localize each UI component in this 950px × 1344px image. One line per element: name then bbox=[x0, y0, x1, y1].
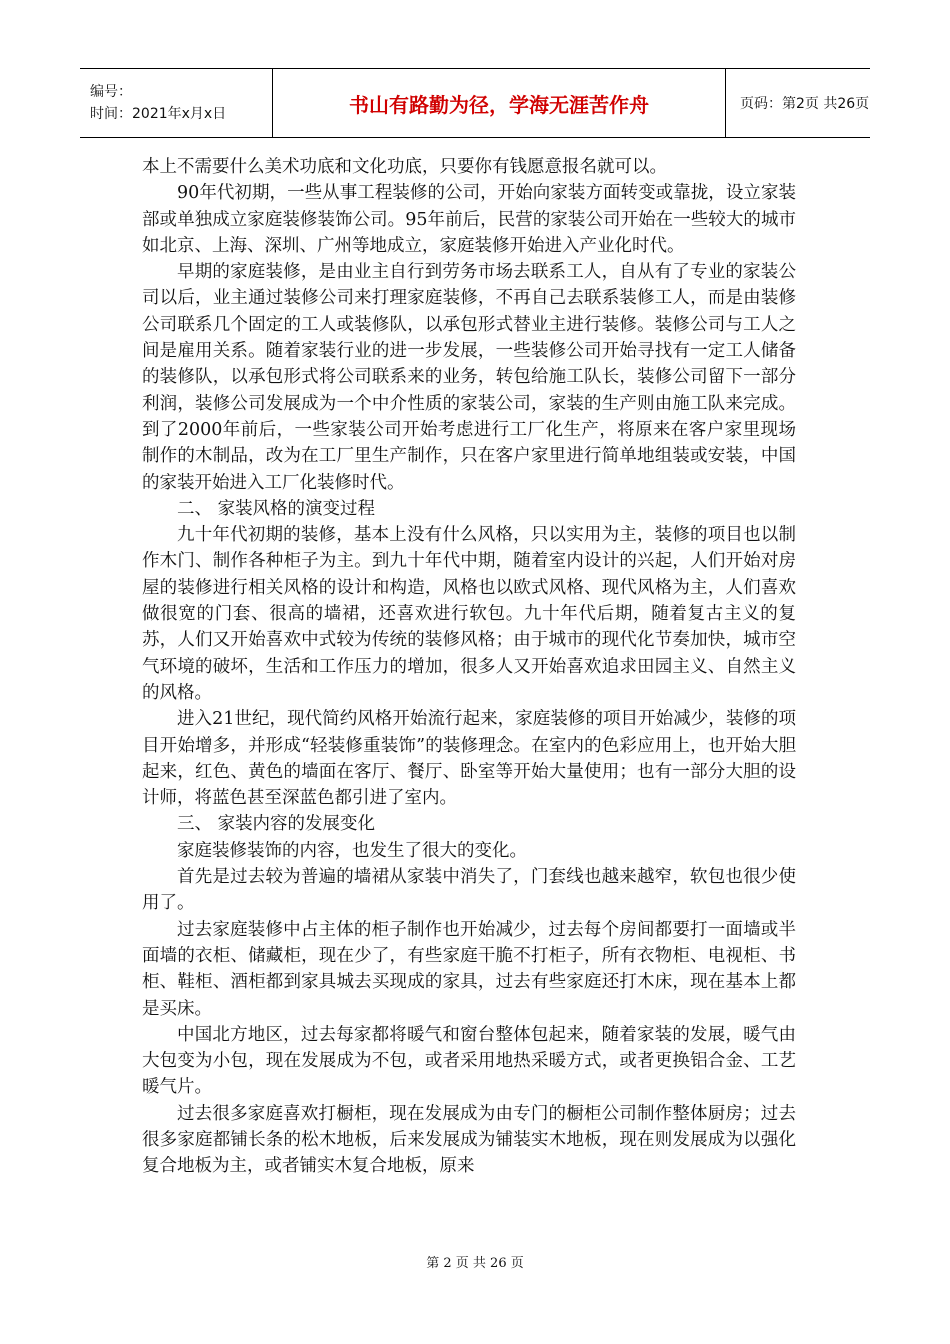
section-heading: 二、 家装风格的演变过程 bbox=[177, 498, 376, 519]
document-body bbox=[142, 154, 796, 1180]
document-time-label: 时间：2021年x月x日 bbox=[90, 106, 227, 122]
header-meta bbox=[80, 69, 273, 137]
paragraph: 早期的家庭装修，是由业主自行到劳务市场去联系工人，自从有了专业的家装公司以后，业主通过装修公司来打理家庭装修，不再自己去联系装修工人，而是由装修公司联系几个固定的工人或装修队，以承包形式替业主进行装修。装修公司与工人之间是雇用关系。随着家装行业的进一步发展，一些装修公司开始寻找有一定工人储备的装修队，以承包形式将公司联系来的业务，转包给施工队长，装修公司留下一部分利润，装修公司发展成为一个中介性质的家装公司，家装的生产则由施工队来完成。到了2000年前后，一些家装公司开始考虑进行工厂化生产，将原来在客户家里现场制作的木制品，改为在工厂里生产制作，只在客户家里进行简单地组装或安装，中国的家装开始进入工厂化装修时代。 bbox=[142, 262, 796, 493]
paragraph: 过去很多家庭喜欢打橱柜，现在发展成为由专门的橱柜公司制作整体厨房；过去很多家庭都铺长条的松木地板，后来发展成为铺装实木地板，现在则发展成为以强化复合地板为主，或者铺实木复合地板，原来 bbox=[142, 1103, 796, 1177]
header-page-label: 页码：第2页 共26页 bbox=[740, 96, 870, 112]
paragraph: 首先是过去较为普遍的墙裙从家装中消失了，门套线也越来越窄，软包也很少使用了。 bbox=[142, 867, 796, 914]
paragraph: 家庭装修装饰的内容，也发生了很大的变化。 bbox=[177, 840, 527, 861]
paragraph: 中国北方地区，过去每家都将暖气和窗台整体包起来，随着家装的发展，暖气由大包变为小包，现在发展成为不包，或者采用地热采暖方式，或者更换铝合金、工艺暖气片。 bbox=[142, 1024, 796, 1098]
paragraph: 九十年代初期的装修，基本上没有什么风格，只以实用为主，装修的项目也以制作木门、制作各种柜子为主。到九十年代中期，随着室内设计的兴起，人们开始对房屋的装修进行相关风格的设计和构造，风格也以欧式风格、现代风格为主，人们喜欢做很宽的门套、很高的墙裙，还喜欢进行软包。九十年代后期，随着复古主义的复苏，人们又开始喜欢中式较为传统的装修风格；由于城市的现代化节奏加快，城市空气环境的破坏，生活和工作压力的增加，很多人又开始喜欢追求田园主义、自然主义的风格。 bbox=[142, 525, 796, 703]
section-heading: 三、 家装内容的发展变化 bbox=[177, 814, 376, 835]
header-page-cell bbox=[726, 69, 870, 137]
document-number-label: 编号： bbox=[90, 84, 132, 100]
page-footer: 第 2 页 共 26 页 bbox=[426, 1256, 524, 1271]
paragraph-continuation: 本上不需要什么美术功底和文化功底，只要你有钱愿意报名就可以。 bbox=[142, 157, 667, 177]
header-motto-cell bbox=[273, 69, 726, 137]
document-header bbox=[80, 68, 870, 138]
header-motto: 书山有路勤为径，学海无涯苦作舟 bbox=[349, 92, 649, 117]
paragraph: 进入21世纪，现代简约风格开始流行起来，家庭装修的项目开始减少，装修的项目开始增多，并形成“轻装修重装饰”的装修理念。在室内的色彩应用上，也开始大胆起来，红色、黄色的墙面在客厅、餐厅、卧室等开始大量使用；也有一部分大胆的设计师，将蓝色甚至深蓝色都引进了室内。 bbox=[142, 709, 796, 809]
paragraph: 过去家庭装修中占主体的柜子制作也开始减少，过去每个房间都要打一面墙或半面墙的衣柜、储藏柜，现在少了，有些家庭干脆不打柜子，所有衣物柜、电视柜、书柜、鞋柜、酒柜都到家具城去买现成的家具，过去有些家庭还打木床，现在基本上都是买床。 bbox=[142, 919, 796, 1019]
paragraph: 90年代初期，一些从事工程装修的公司，开始向家装方面转变或靠拢，设立家装部或单独成立家庭装修装饰公司。95年前后，民营的家装公司开始在一些较大的城市如北京、上海、深圳、广州等地成立，家庭装修开始进入产业化时代。 bbox=[142, 183, 796, 256]
